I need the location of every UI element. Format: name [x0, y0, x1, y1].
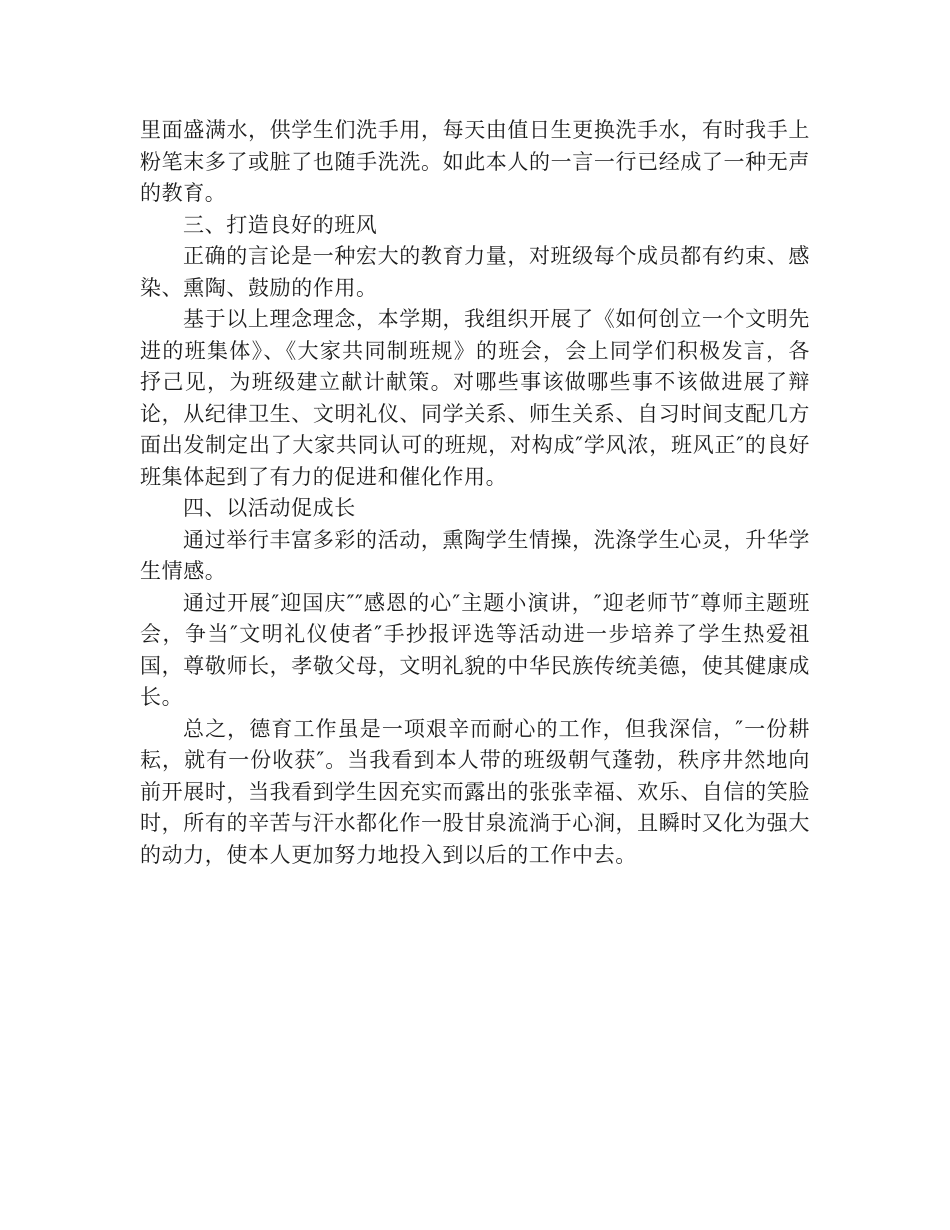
- paragraph-continuation: 里面盛满水，供学生们洗手用，每天由值日生更换洗手水，有时我手上粉笔末多了或脏了也随手洗洗。如此本人的一言一行已经成了一种无声的教育。: [140, 118, 810, 205]
- document-page: [140, 115, 810, 871]
- paragraph: 通过开展″迎国庆″″感恩的心″主题小演讲，″迎老师节″尊师主题班会，争当″文明礼仪使者″手抄报评选等活动进一步培养了学生热爱祖国，尊敬师长，孝敬父母，文明礼貌的中华民族传统美德，使其健康成长。: [140, 590, 810, 709]
- paragraph-conclusion: 总之，德育工作虽是一项艰辛而耐心的工作，但我深信，″一份耕耘，就有一份收获″。当我看到本人带的班级朝气蓬勃，秩序井然地向前开展时，当我看到学生因充实而露出的张张幸福、欢乐、自信的笑脸时，所有的辛苦与汗水都化作一股甘泉流淌于心涧，且瞬时又化为强大的动力，使本人更加努力地投入到以后的工作中去。: [140, 716, 810, 867]
- section-heading-4: 四、以活动促成长: [183, 496, 356, 520]
- paragraph: 通过举行丰富多彩的活动，熏陶学生情操，洗涤学生心灵，升华学生情感。: [140, 527, 810, 583]
- section-heading-3: 三、打造良好的班风: [183, 212, 378, 237]
- paragraph: 正确的言论是一种宏大的教育力量，对班级每个成员都有约束、感染、熏陶、鼓励的作用。: [140, 244, 810, 300]
- paragraph: 基于以上理念理念，本学期，我组织开展了《如何创立一个文明先进的班集体》、《大家共同制班规》的班会，会上同学们积极发言，各抒己见，为班级建立献计献策。对哪些事该做哪些事不该做进展了辩论，从纪律卫生、文明礼仪、同学关系、师生关系、自习时间支配几方面出发制定出了大家共同认可的班规，对构成″学风浓，班风正″的良好班集体起到了有力的促进和催化作用。: [140, 307, 810, 489]
